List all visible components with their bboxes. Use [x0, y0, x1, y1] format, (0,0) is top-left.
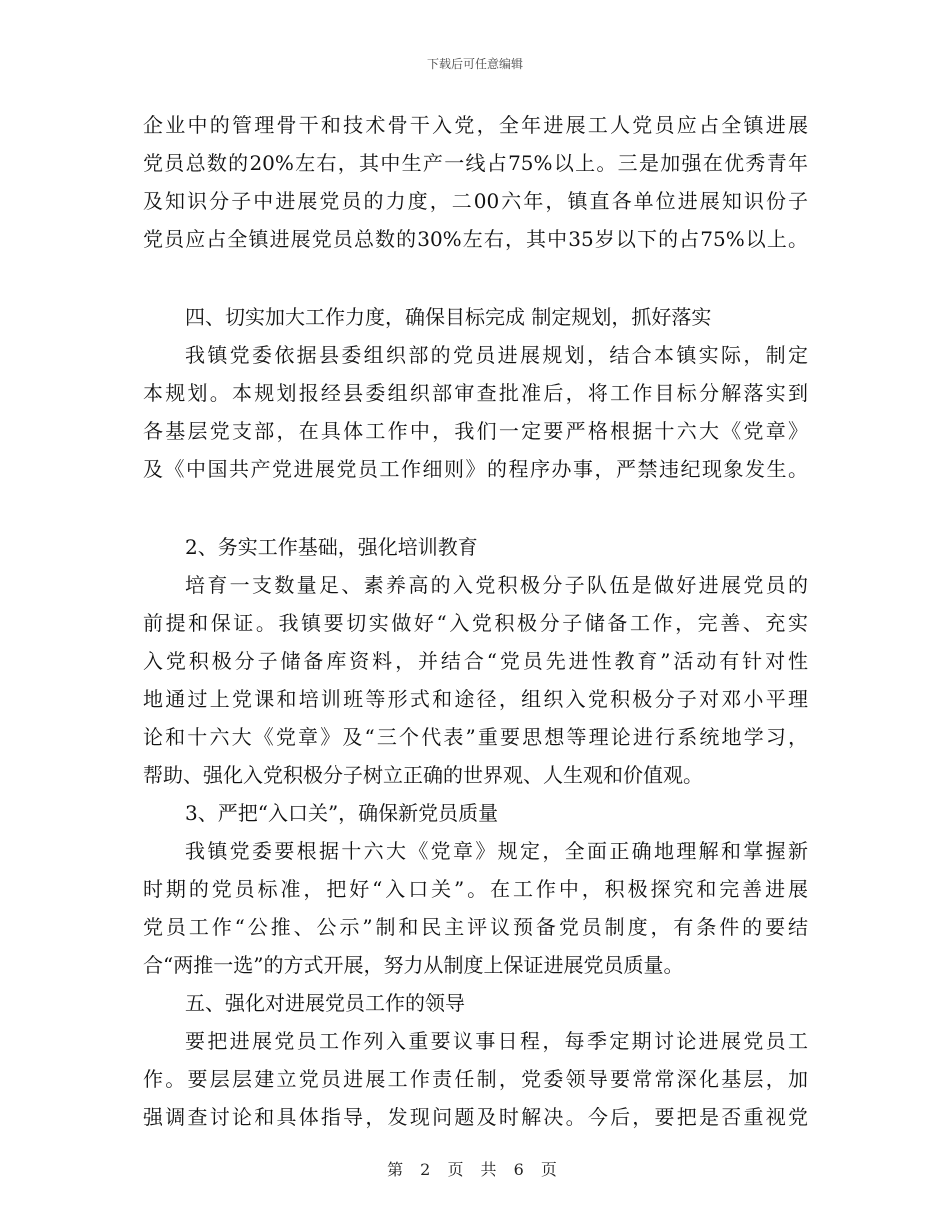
document-body: [143, 106, 808, 1136]
body-line: 培育一支数量足、素养高的入党积极分子队伍是做好进展党员的: [185, 573, 808, 597]
body-line: 时期的党员标准，把好“入口关”。在工作中，积极探究和完善进展: [143, 877, 808, 901]
body-line: 党员总数的20%左右，其中生产一线占75%以上。三是加强在优秀青年: [143, 151, 808, 175]
section-heading: 2、务实工作基础，强化培训教育: [185, 535, 478, 559]
section-heading: 五、强化对进展党员工作的领导: [185, 991, 465, 1015]
body-line: 及知识分子中进展党员的力度，二00六年，镇直各单位进展知识份子: [143, 189, 808, 213]
body-line: 强调查讨论和具体指导，发现问题及时解决。今后，要把是否重视党: [143, 1105, 808, 1129]
body-line: 帮助、强化入党积极分子树立正确的世界观、人生观和价值观。: [143, 763, 703, 787]
body-line: 各基层党支部，在具体工作中，我们一定要严格根据十六大《党章》: [143, 419, 808, 443]
page-header: 下载后可任意编辑: [426, 57, 523, 71]
body-line: 作。要层层建立党员进展工作责任制，党委领导要常常深化基层，加: [143, 1067, 808, 1091]
section-heading: 3、严把“入口关”，确保新党员质量: [185, 801, 499, 825]
body-line: 论和十六大《党章》及“三个代表”重要思想等理论进行系统地学习，: [143, 725, 808, 749]
body-line: 我镇党委依据县委组织部的党员进展规划，结合本镇实际，制定: [185, 343, 808, 367]
body-line: 党员工作“公推、公示”制和民主评议预备党员制度，有条件的要结: [143, 915, 808, 939]
body-line: 地通过上党课和培训班等形式和途径，组织入党积极分子对邓小平理: [143, 687, 808, 711]
body-line: 入党积极分子储备库资料，并结合“党员先进性教育”活动有针对性: [143, 649, 808, 673]
body-line: 及《中国共产党进展党员工作细则》的程序办事，严禁违纪现象发生。: [143, 457, 808, 481]
body-line: 合“两推一选”的方式开展，努力从制度上保证进展党员质量。: [143, 953, 684, 977]
section-heading: 四、切实加大工作力度，确保目标完成 制定规划，抓好落实: [185, 305, 712, 329]
page-footer: 第 2 页 共 6 页: [387, 1160, 563, 1179]
body-line: 前提和保证。我镇要切实做好“入党积极分子储备工作，完善、充实: [143, 611, 808, 635]
body-line: 本规划。本规划报经县委组织部审查批准后，将工作目标分解落实到: [143, 381, 808, 405]
body-line: 企业中的管理骨干和技术骨干入党，全年进展工人党员应占全镇进展: [143, 113, 808, 137]
body-line: 党员应占全镇进展党员总数的30%左右，其中35岁以下的占75%以上。: [143, 227, 808, 251]
body-line: 要把进展党员工作列入重要议事日程，每季定期讨论进展党员工: [185, 1029, 808, 1053]
body-line: 我镇党委要根据十六大《党章》规定，全面正确地理解和掌握新: [185, 839, 808, 863]
